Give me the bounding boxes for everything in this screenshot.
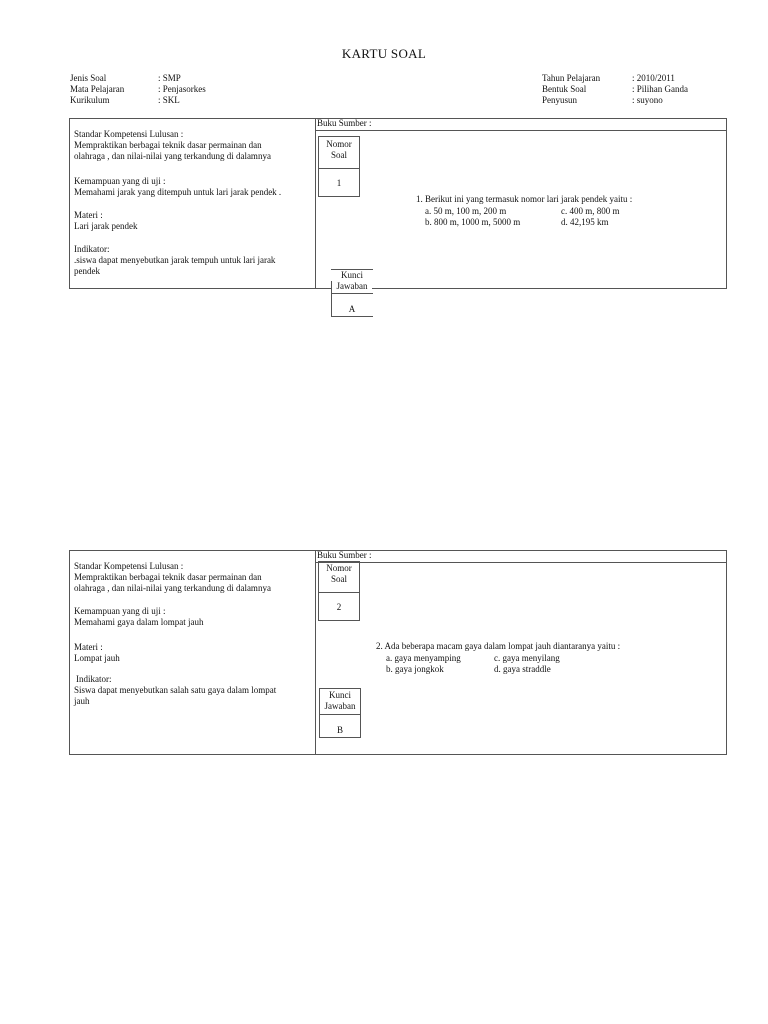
- kunci-box-mid: [331, 293, 373, 294]
- kunci-label: Jawaban: [332, 281, 372, 292]
- kunci-value: B: [336, 725, 343, 735]
- option-c: c. gaya menyilang: [494, 653, 560, 663]
- indikator-text: Siswa dapat menyebutkan salah satu gaya dalam lompat: [74, 685, 277, 695]
- meta-key: Penyusun: [542, 95, 578, 105]
- meta-row-mata-pelajaran: [70, 84, 206, 95]
- meta-right: [542, 73, 688, 106]
- option-c: c. 400 m, 800 m: [561, 206, 620, 216]
- option-b: b. 800 m, 1000 m, 5000 m: [425, 217, 521, 227]
- buku-sumber-label: Buku Sumber :: [317, 550, 372, 560]
- kunci-label: Jawaban: [324, 701, 356, 711]
- kunci-value: A: [348, 304, 356, 314]
- option-d: d. gaya straddle: [494, 664, 551, 674]
- buku-sumber-line: [315, 130, 726, 131]
- indikator-label: Indikator:: [74, 244, 110, 254]
- answer-options: [425, 206, 681, 228]
- question-text: 1. Berikut ini yang termasuk nomor lari jarak pendek yaitu :: [416, 194, 633, 204]
- meta-value: : 2010/2011: [632, 73, 675, 83]
- meta-key: Tahun Pelajaran: [542, 73, 601, 83]
- buku-sumber-label: Buku Sumber :: [317, 118, 372, 128]
- materi-text: Lari jarak pendek: [74, 221, 138, 231]
- kemampuan-label: Kemampuan yang di uji :: [74, 606, 166, 616]
- option-d: d. 42,195 km: [561, 217, 609, 227]
- meta-value: : SKL: [158, 95, 180, 105]
- option-b: b. gaya jongkok: [386, 664, 444, 674]
- kunci-divider: [319, 714, 361, 715]
- materi-label: Materi :: [74, 642, 103, 652]
- card-divider: [315, 119, 316, 288]
- kemampuan-text: Memahami gaya dalam lompat jauh: [74, 617, 204, 627]
- materi-label: Materi :: [74, 210, 103, 220]
- skl-text: Mempraktikan berbagai teknik dasar permainan dan: [74, 140, 262, 150]
- skl-text: Mempraktikan berbagai teknik dasar permainan dan: [74, 572, 262, 582]
- meta-row-penyusun: [542, 95, 688, 106]
- nomor-divider: [318, 168, 360, 169]
- nomor-label: Nomor: [326, 563, 352, 573]
- option-a: a. 50 m, 100 m, 200 m: [425, 206, 507, 216]
- skl-text: olahraga , dan nilai-nilai yang terkandung di dalamnya: [74, 151, 271, 161]
- nomor-value: 2: [336, 602, 342, 612]
- meta-left: [70, 73, 206, 106]
- meta-value: : Pilihan Ganda: [632, 84, 688, 94]
- option-a: a. gaya menyamping: [386, 653, 461, 663]
- page-title: KARTU SOAL: [341, 46, 427, 61]
- meta-key: Mata Pelajaran: [70, 84, 125, 94]
- kemampuan-text: Memahami jarak yang ditempuh untuk lari jarak pendek .: [74, 187, 282, 197]
- nomor-value: 1: [336, 178, 342, 188]
- indikator-text: .siswa dapat menyebutkan jarak tempuh untuk lari jarak: [74, 255, 276, 265]
- meta-value: : SMP: [158, 73, 181, 83]
- meta-value: : Penjasorkes: [158, 84, 206, 94]
- indikator-text: pendek: [74, 266, 100, 276]
- skl-text: olahraga , dan nilai-nilai yang terkandung di dalamnya: [74, 583, 271, 593]
- nomor-label: Nomor: [326, 139, 352, 149]
- meta-row-jenis-soal: [70, 73, 206, 84]
- question-text: 2. Ada beberapa macam gaya dalam lompat jauh diantaranya yaitu :: [376, 641, 621, 651]
- kemampuan-label: Kemampuan yang di uji :: [74, 176, 166, 186]
- materi-text: Lompat jauh: [74, 653, 120, 663]
- nomor-label: Soal: [330, 150, 347, 160]
- kunci-box-bottom: [331, 316, 373, 317]
- meta-row-tahun-pelajaran: [542, 73, 688, 84]
- meta-value: : suyono: [632, 95, 663, 105]
- meta-key: Kurikulum: [70, 95, 110, 105]
- skl-label: Standar Kompetensi Lulusan :: [74, 561, 184, 571]
- indikator-text: jauh: [74, 696, 90, 706]
- nomor-label: Soal: [330, 574, 347, 584]
- kunci-label: Kunci: [329, 690, 351, 700]
- card-divider: [315, 551, 316, 754]
- indikator-label: Indikator:: [76, 674, 112, 684]
- buku-sumber-line: [315, 562, 726, 563]
- answer-options: [386, 653, 614, 675]
- meta-key: Jenis Soal: [70, 73, 107, 83]
- nomor-divider: [318, 592, 360, 593]
- meta-row-kurikulum: [70, 95, 206, 106]
- meta-key: Bentuk Soal: [542, 84, 587, 94]
- card-2-left-content: [74, 561, 312, 594]
- skl-label: Standar Kompetensi Lulusan :: [74, 129, 184, 139]
- meta-row-bentuk-soal: [542, 84, 688, 95]
- kunci-label: Kunci: [331, 270, 373, 281]
